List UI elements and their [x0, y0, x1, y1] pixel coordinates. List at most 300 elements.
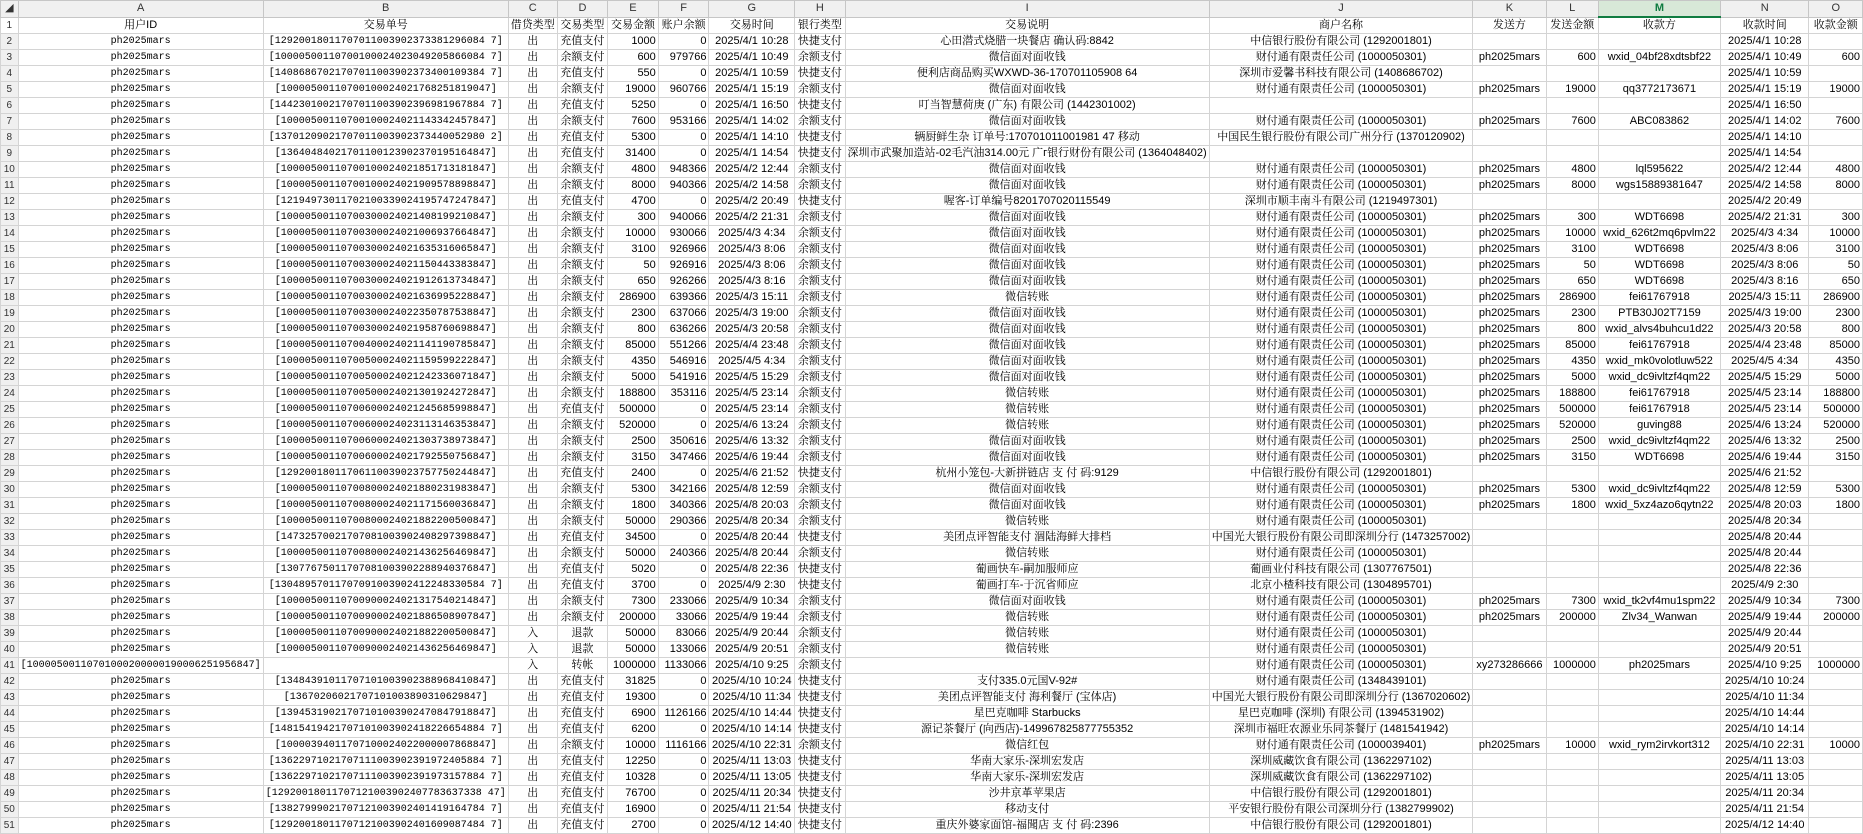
- cell-D17[interactable]: 余额支付: [557, 274, 607, 290]
- cell-E26[interactable]: 520000: [608, 418, 659, 434]
- cell-J9[interactable]: [1209, 146, 1473, 162]
- cell-G22[interactable]: 2025/4/5 4:34: [709, 354, 795, 370]
- cell-O15[interactable]: 3100: [1809, 242, 1863, 258]
- cell-I35[interactable]: 葡画快车-嗣加服师应: [845, 562, 1209, 578]
- cell-N17[interactable]: 2025/4/3 8:16: [1721, 274, 1809, 290]
- cell-O37[interactable]: 7300: [1809, 594, 1863, 610]
- cell-G21[interactable]: 2025/4/4 23:48: [709, 338, 795, 354]
- cell-A9[interactable]: ph2025mars: [18, 146, 263, 162]
- cell-K29[interactable]: [1473, 466, 1546, 482]
- cell-C31[interactable]: 出: [508, 498, 557, 514]
- cell-E37[interactable]: 7300: [608, 594, 659, 610]
- cell-H44[interactable]: 快捷支付: [795, 706, 845, 722]
- cell-L13[interactable]: 300: [1546, 210, 1598, 226]
- cell-D4[interactable]: 充值支付: [557, 66, 607, 82]
- cell-E31[interactable]: 1800: [608, 498, 659, 514]
- cell-A3[interactable]: ph2025mars: [18, 50, 263, 66]
- column-header-i[interactable]: I: [845, 1, 1209, 18]
- cell-D51[interactable]: 充值支付: [557, 818, 607, 834]
- row-number[interactable]: 40: [1, 642, 19, 658]
- cell-N24[interactable]: 2025/4/5 23:14: [1721, 386, 1809, 402]
- cell-N8[interactable]: 2025/4/1 14:10: [1721, 130, 1809, 146]
- cell-J44[interactable]: 星巴克咖啡 (深圳) 有限公司 (1394531902): [1209, 706, 1473, 722]
- cell-F6[interactable]: 0: [658, 98, 709, 114]
- cell-D49[interactable]: 充值支付: [557, 786, 607, 802]
- cell-D42[interactable]: 充值支付: [557, 674, 607, 690]
- cell-B50[interactable]: [13827999021707121003902401419164784 7]: [263, 802, 508, 818]
- cell-J36[interactable]: 北京小楂科技有限公司 (1304895701): [1209, 578, 1473, 594]
- cell-L3[interactable]: 600: [1546, 50, 1598, 66]
- cell-G17[interactable]: 2025/4/3 8:16: [709, 274, 795, 290]
- cell-A35[interactable]: ph2025mars: [18, 562, 263, 578]
- cell-H10[interactable]: 余额支付: [795, 162, 845, 178]
- cell-N6[interactable]: 2025/4/1 16:50: [1721, 98, 1809, 114]
- column-header-a[interactable]: A: [18, 1, 263, 18]
- cell-K10[interactable]: ph2025mars: [1473, 162, 1546, 178]
- cell-M40[interactable]: [1598, 642, 1720, 658]
- cell-D38[interactable]: 余额支付: [557, 610, 607, 626]
- table-row[interactable]: [1, 498, 1863, 514]
- cell-J38[interactable]: 财付通有限责任公司 (1000050301): [1209, 610, 1473, 626]
- table-row[interactable]: [1, 258, 1863, 274]
- cell-N23[interactable]: 2025/4/5 15:29: [1721, 370, 1809, 386]
- cell-A15[interactable]: ph2025mars: [18, 242, 263, 258]
- cell-I12[interactable]: 喔客-订单编号8201707020115549: [845, 194, 1209, 210]
- cell-G40[interactable]: 2025/4/9 20:51: [709, 642, 795, 658]
- cell-A50[interactable]: ph2025mars: [18, 802, 263, 818]
- cell-A16[interactable]: ph2025mars: [18, 258, 263, 274]
- cell-N7[interactable]: 2025/4/1 14:02: [1721, 114, 1809, 130]
- cell-J31[interactable]: 财付通有限责任公司 (1000050301): [1209, 498, 1473, 514]
- cell-B34[interactable]: [10000500110700800024021436256469847]: [263, 546, 508, 562]
- cell-I7[interactable]: 微信面对面收钱: [845, 114, 1209, 130]
- cell-H43[interactable]: 快捷支付: [795, 690, 845, 706]
- cell-B8[interactable]: [13701209021707011003902373440052980 2]: [263, 130, 508, 146]
- column-header-e[interactable]: E: [608, 1, 659, 18]
- cell-D8[interactable]: 充值支付: [557, 130, 607, 146]
- cell-D16[interactable]: 余额支付: [557, 258, 607, 274]
- cell-L47[interactable]: [1546, 754, 1598, 770]
- cell-M16[interactable]: WDT6698: [1598, 258, 1720, 274]
- cell-H34[interactable]: 余额支付: [795, 546, 845, 562]
- table-row[interactable]: [1, 242, 1863, 258]
- cell-G31[interactable]: 2025/4/8 20:03: [709, 498, 795, 514]
- cell-E14[interactable]: 10000: [608, 226, 659, 242]
- cell-O9[interactable]: [1809, 146, 1863, 162]
- cell-J15[interactable]: 财付通有限责任公司 (1000050301): [1209, 242, 1473, 258]
- cell-A42[interactable]: ph2025mars: [18, 674, 263, 690]
- cell-G35[interactable]: 2025/4/8 22:36: [709, 562, 795, 578]
- select-all-corner[interactable]: ◢: [1, 1, 19, 18]
- cell-A2[interactable]: ph2025mars: [18, 34, 263, 50]
- cell-I28[interactable]: 微信面对面收钱: [845, 450, 1209, 466]
- cell-A36[interactable]: ph2025mars: [18, 578, 263, 594]
- cell-D23[interactable]: 余额支付: [557, 370, 607, 386]
- cell-L39[interactable]: [1546, 626, 1598, 642]
- table-row[interactable]: [1, 226, 1863, 242]
- cell-G42[interactable]: 2025/4/10 10:24: [709, 674, 795, 690]
- cell-B45[interactable]: [14815419421707101003902418226654884 7]: [263, 722, 508, 738]
- cell-H45[interactable]: 快捷支付: [795, 722, 845, 738]
- cell-O36[interactable]: [1809, 578, 1863, 594]
- cell-F17[interactable]: 926266: [658, 274, 709, 290]
- cell-G18[interactable]: 2025/4/3 15:11: [709, 290, 795, 306]
- cell-K35[interactable]: [1473, 562, 1546, 578]
- cell-H13[interactable]: 余额支付: [795, 210, 845, 226]
- cell-E29[interactable]: 2400: [608, 466, 659, 482]
- row-number[interactable]: 37: [1, 594, 19, 610]
- cell-B39[interactable]: [10000500110700900024021882200500847]: [263, 626, 508, 642]
- cell-E2[interactable]: 1000: [608, 34, 659, 50]
- cell-D41[interactable]: 转帐: [557, 658, 607, 674]
- row-number[interactable]: 39: [1, 626, 19, 642]
- cell-L7[interactable]: 7600: [1546, 114, 1598, 130]
- table-row[interactable]: [1, 82, 1863, 98]
- cell-L31[interactable]: 1800: [1546, 498, 1598, 514]
- cell-D26[interactable]: 余额支付: [557, 418, 607, 434]
- cell-F40[interactable]: 133066: [658, 642, 709, 658]
- cell-M33[interactable]: [1598, 530, 1720, 546]
- row-number[interactable]: 31: [1, 498, 19, 514]
- cell-O46[interactable]: 10000: [1809, 738, 1863, 754]
- cell-H29[interactable]: 快捷支付: [795, 466, 845, 482]
- cell-L14[interactable]: 10000: [1546, 226, 1598, 242]
- cell-M45[interactable]: [1598, 722, 1720, 738]
- cell-C23[interactable]: 出: [508, 370, 557, 386]
- cell-G24[interactable]: 2025/4/5 23:14: [709, 386, 795, 402]
- cell-K8[interactable]: [1473, 130, 1546, 146]
- cell-H20[interactable]: 余额支付: [795, 322, 845, 338]
- cell-N51[interactable]: 2025/4/12 14:40: [1721, 818, 1809, 834]
- cell-I26[interactable]: 微信转账: [845, 418, 1209, 434]
- table-row[interactable]: [1, 322, 1863, 338]
- cell-G36[interactable]: 2025/4/9 2:30: [709, 578, 795, 594]
- cell-K40[interactable]: [1473, 642, 1546, 658]
- cell-L12[interactable]: [1546, 194, 1598, 210]
- cell-B44[interactable]: [13945319021707101003902470847918847]: [263, 706, 508, 722]
- row-number[interactable]: 35: [1, 562, 19, 578]
- cell-A23[interactable]: ph2025mars: [18, 370, 263, 386]
- cell-N18[interactable]: 2025/4/3 15:11: [1721, 290, 1809, 306]
- cell-O39[interactable]: [1809, 626, 1863, 642]
- cell-N21[interactable]: 2025/4/4 23:48: [1721, 338, 1809, 354]
- cell-G15[interactable]: 2025/4/3 8:06: [709, 242, 795, 258]
- cell-H50[interactable]: 快捷支付: [795, 802, 845, 818]
- cell-H16[interactable]: 余额支付: [795, 258, 845, 274]
- cell-O6[interactable]: [1809, 98, 1863, 114]
- cell-M27[interactable]: wxid_dc9ivltzf4qm22: [1598, 434, 1720, 450]
- cell-H6[interactable]: 快捷支付: [795, 98, 845, 114]
- table-row[interactable]: [1, 546, 1863, 562]
- cell-H41[interactable]: 余额支付: [795, 658, 845, 674]
- table-row[interactable]: [1, 274, 1863, 290]
- cell-N50[interactable]: 2025/4/11 21:54: [1721, 802, 1809, 818]
- cell-B42[interactable]: [13484391011707101003902388968410847]: [263, 674, 508, 690]
- cell-H24[interactable]: 余额支付: [795, 386, 845, 402]
- cell-E41[interactable]: 1000000: [608, 658, 659, 674]
- cell-F8[interactable]: 0: [658, 130, 709, 146]
- cell-N29[interactable]: 2025/4/6 21:52: [1721, 466, 1809, 482]
- cell-N31[interactable]: 2025/4/8 20:03: [1721, 498, 1809, 514]
- cell-K41[interactable]: xy273286666: [1473, 658, 1546, 674]
- cell-J6[interactable]: [1209, 98, 1473, 114]
- cell-L28[interactable]: 3150: [1546, 450, 1598, 466]
- cell-A47[interactable]: ph2025mars: [18, 754, 263, 770]
- table-row[interactable]: [1, 194, 1863, 210]
- table-row[interactable]: [1, 514, 1863, 530]
- cell-I46[interactable]: 微信红包: [845, 738, 1209, 754]
- cell-J19[interactable]: 财付通有限责任公司 (1000050301): [1209, 306, 1473, 322]
- table-row[interactable]: [1, 338, 1863, 354]
- cell-E40[interactable]: 50000: [608, 642, 659, 658]
- cell-N2[interactable]: 2025/4/1 10:28: [1721, 34, 1809, 50]
- cell-F38[interactable]: 33066: [658, 610, 709, 626]
- cell-F41[interactable]: 1133066: [658, 658, 709, 674]
- cell-F15[interactable]: 926966: [658, 242, 709, 258]
- cell-G7[interactable]: 2025/4/1 14:02: [709, 114, 795, 130]
- cell-J14[interactable]: 财付通有限责任公司 (1000050301): [1209, 226, 1473, 242]
- cell-D50[interactable]: 充值支付: [557, 802, 607, 818]
- cell-E7[interactable]: 7600: [608, 114, 659, 130]
- cell-D25[interactable]: 充值支付: [557, 402, 607, 418]
- row-number[interactable]: 41: [1, 658, 19, 674]
- cell-D12[interactable]: 充值支付: [557, 194, 607, 210]
- cell-K2[interactable]: [1473, 34, 1546, 50]
- cell-O38[interactable]: 200000: [1809, 610, 1863, 626]
- cell-C19[interactable]: 出: [508, 306, 557, 322]
- cell-K31[interactable]: ph2025mars: [1473, 498, 1546, 514]
- cell-K24[interactable]: ph2025mars: [1473, 386, 1546, 402]
- cell-A11[interactable]: ph2025mars: [18, 178, 263, 194]
- cell-C24[interactable]: 出: [508, 386, 557, 402]
- cell-O13[interactable]: 300: [1809, 210, 1863, 226]
- cell-G12[interactable]: 2025/4/2 20:49: [709, 194, 795, 210]
- row-number[interactable]: 24: [1, 386, 19, 402]
- cell-N25[interactable]: 2025/4/5 23:14: [1721, 402, 1809, 418]
- cell-D10[interactable]: 余额支付: [557, 162, 607, 178]
- cell-M21[interactable]: fei61767918: [1598, 338, 1720, 354]
- cell-D18[interactable]: 余额支付: [557, 290, 607, 306]
- cell-H23[interactable]: 余额支付: [795, 370, 845, 386]
- cell-N11[interactable]: 2025/4/2 14:58: [1721, 178, 1809, 194]
- cell-L16[interactable]: 50: [1546, 258, 1598, 274]
- cell-C26[interactable]: 出: [508, 418, 557, 434]
- cell-G38[interactable]: 2025/4/9 19:44: [709, 610, 795, 626]
- cell-M49[interactable]: [1598, 786, 1720, 802]
- cell-B41[interactable]: [263, 658, 508, 674]
- cell-B5[interactable]: [10000500110700100024021768251819047]: [263, 82, 508, 98]
- cell-A31[interactable]: ph2025mars: [18, 498, 263, 514]
- cell-G33[interactable]: 2025/4/8 20:44: [709, 530, 795, 546]
- cell-N14[interactable]: 2025/4/3 4:34: [1721, 226, 1809, 242]
- row-number[interactable]: 22: [1, 354, 19, 370]
- cell-A21[interactable]: ph2025mars: [18, 338, 263, 354]
- cell-E38[interactable]: 200000: [608, 610, 659, 626]
- row-number[interactable]: 2: [1, 34, 19, 50]
- cell-M42[interactable]: [1598, 674, 1720, 690]
- cell-B33[interactable]: [14732570021707081003902408297398847]: [263, 530, 508, 546]
- cell-L22[interactable]: 4350: [1546, 354, 1598, 370]
- cell-I5[interactable]: 微信面对面收钱: [845, 82, 1209, 98]
- cell-K15[interactable]: ph2025mars: [1473, 242, 1546, 258]
- cell-O30[interactable]: 5300: [1809, 482, 1863, 498]
- cell-I47[interactable]: 华南大家乐-深圳宏发店: [845, 754, 1209, 770]
- cell-L36[interactable]: [1546, 578, 1598, 594]
- cell-A19[interactable]: ph2025mars: [18, 306, 263, 322]
- cell-C50[interactable]: 出: [508, 802, 557, 818]
- cell-H28[interactable]: 余额支付: [795, 450, 845, 466]
- cell-F34[interactable]: 240366: [658, 546, 709, 562]
- cell-M23[interactable]: wxid_dc9ivltzf4qm22: [1598, 370, 1720, 386]
- cell-L33[interactable]: [1546, 530, 1598, 546]
- cell-K37[interactable]: ph2025mars: [1473, 594, 1546, 610]
- column-header-l[interactable]: L: [1546, 1, 1598, 18]
- cell-D35[interactable]: 充值支付: [557, 562, 607, 578]
- cell-H35[interactable]: 快捷支付: [795, 562, 845, 578]
- cell-K27[interactable]: ph2025mars: [1473, 434, 1546, 450]
- cell-I43[interactable]: 美团点评智能支付 海利餐厅 (宝体店): [845, 690, 1209, 706]
- cell-M41[interactable]: ph2025mars: [1598, 658, 1720, 674]
- cell-M24[interactable]: fei61767918: [1598, 386, 1720, 402]
- cell-E13[interactable]: 300: [608, 210, 659, 226]
- cell-J24[interactable]: 财付通有限责任公司 (1000050301): [1209, 386, 1473, 402]
- row-number[interactable]: 34: [1, 546, 19, 562]
- cell-B19[interactable]: [10000500110700300024022350787538847]: [263, 306, 508, 322]
- cell-L21[interactable]: 85000: [1546, 338, 1598, 354]
- column-header-f[interactable]: F: [658, 1, 709, 18]
- cell-E48[interactable]: 10328: [608, 770, 659, 786]
- cell-A41[interactable]: [10000500110701000200000190006251956847]: [18, 658, 263, 674]
- cell-G45[interactable]: 2025/4/10 14:14: [709, 722, 795, 738]
- cell-J37[interactable]: 财付通有限责任公司 (1000050301): [1209, 594, 1473, 610]
- table-row[interactable]: [1, 690, 1863, 706]
- cell-I30[interactable]: 微信面对面收钱: [845, 482, 1209, 498]
- cell-F35[interactable]: 0: [658, 562, 709, 578]
- cell-L6[interactable]: [1546, 98, 1598, 114]
- cell-F2[interactable]: 0: [658, 34, 709, 50]
- cell-N48[interactable]: 2025/4/11 13:05: [1721, 770, 1809, 786]
- cell-K23[interactable]: ph2025mars: [1473, 370, 1546, 386]
- cell-L19[interactable]: 2300: [1546, 306, 1598, 322]
- cell-O23[interactable]: 5000: [1809, 370, 1863, 386]
- cell-K48[interactable]: [1473, 770, 1546, 786]
- cell-D20[interactable]: 余额支付: [557, 322, 607, 338]
- cell-K5[interactable]: ph2025mars: [1473, 82, 1546, 98]
- table-row[interactable]: [1, 98, 1863, 114]
- cell-L41[interactable]: 1000000: [1546, 658, 1598, 674]
- cell-J35[interactable]: 葡画业付科技有限公司 (1307767501): [1209, 562, 1473, 578]
- cell-L17[interactable]: 650: [1546, 274, 1598, 290]
- cell-F49[interactable]: 0: [658, 786, 709, 802]
- cell-A40[interactable]: ph2025mars: [18, 642, 263, 658]
- cell-L40[interactable]: [1546, 642, 1598, 658]
- table-row[interactable]: [1, 66, 1863, 82]
- cell-K38[interactable]: ph2025mars: [1473, 610, 1546, 626]
- cell-C40[interactable]: 入: [508, 642, 557, 658]
- cell-B12[interactable]: [12194973011702100339024195747247847]: [263, 194, 508, 210]
- cell-B51[interactable]: [12920018011707121003902401609087484 7]: [263, 818, 508, 834]
- cell-O47[interactable]: [1809, 754, 1863, 770]
- row-number[interactable]: 32: [1, 514, 19, 530]
- cell-H30[interactable]: 余额支付: [795, 482, 845, 498]
- table-row[interactable]: [1, 562, 1863, 578]
- cell-K51[interactable]: [1473, 818, 1546, 834]
- row-number[interactable]: 11: [1, 178, 19, 194]
- cell-C36[interactable]: 出: [508, 578, 557, 594]
- cell-O50[interactable]: [1809, 802, 1863, 818]
- cell-G28[interactable]: 2025/4/6 19:44: [709, 450, 795, 466]
- cell-F24[interactable]: 353116: [658, 386, 709, 402]
- cell-B3[interactable]: [10000500110700100024023049205866084 7]: [263, 50, 508, 66]
- cell-E28[interactable]: 3150: [608, 450, 659, 466]
- cell-J27[interactable]: 财付通有限责任公司 (1000050301): [1209, 434, 1473, 450]
- cell-K34[interactable]: [1473, 546, 1546, 562]
- row-number[interactable]: 1: [1, 17, 19, 34]
- cell-A12[interactable]: ph2025mars: [18, 194, 263, 210]
- cell-O25[interactable]: 500000: [1809, 402, 1863, 418]
- cell-I2[interactable]: 心田潜式烧腊一块餐店 确认码:8842: [845, 34, 1209, 50]
- cell-N13[interactable]: 2025/4/2 21:31: [1721, 210, 1809, 226]
- row-number[interactable]: 38: [1, 610, 19, 626]
- cell-L51[interactable]: [1546, 818, 1598, 834]
- cell-M46[interactable]: wxid_rym2irvkort312: [1598, 738, 1720, 754]
- cell-E36[interactable]: 3700: [608, 578, 659, 594]
- cell-F10[interactable]: 948366: [658, 162, 709, 178]
- cell-L20[interactable]: 800: [1546, 322, 1598, 338]
- cell-G11[interactable]: 2025/4/2 14:58: [709, 178, 795, 194]
- cell-D27[interactable]: 余额支付: [557, 434, 607, 450]
- table-row[interactable]: [1, 418, 1863, 434]
- cell-E50[interactable]: 16900: [608, 802, 659, 818]
- cell-I24[interactable]: 微信转账: [845, 386, 1209, 402]
- cell-I49[interactable]: 沙井京革苹果店: [845, 786, 1209, 802]
- cell-A45[interactable]: ph2025mars: [18, 722, 263, 738]
- cell-N40[interactable]: 2025/4/9 20:51: [1721, 642, 1809, 658]
- cell-I23[interactable]: 微信面对面收钱: [845, 370, 1209, 386]
- cell-F29[interactable]: 0: [658, 466, 709, 482]
- cell-O17[interactable]: 650: [1809, 274, 1863, 290]
- cell-C46[interactable]: 出: [508, 738, 557, 754]
- table-row[interactable]: [1, 722, 1863, 738]
- cell-O33[interactable]: [1809, 530, 1863, 546]
- cell-C11[interactable]: 出: [508, 178, 557, 194]
- cell-H42[interactable]: 快捷支付: [795, 674, 845, 690]
- cell-N47[interactable]: 2025/4/11 13:03: [1721, 754, 1809, 770]
- cell-H40[interactable]: 余额支付: [795, 642, 845, 658]
- row-number[interactable]: 43: [1, 690, 19, 706]
- cell-O11[interactable]: 8000: [1809, 178, 1863, 194]
- cell-I14[interactable]: 微信面对面收钱: [845, 226, 1209, 242]
- cell-B13[interactable]: [10000500110700300024021408199210847]: [263, 210, 508, 226]
- cell-C17[interactable]: 出: [508, 274, 557, 290]
- cell-C32[interactable]: 出: [508, 514, 557, 530]
- cell-J47[interactable]: 深圳威藏饮食有限公司 (1362297102): [1209, 754, 1473, 770]
- table-row[interactable]: [1, 466, 1863, 482]
- cell-K46[interactable]: ph2025mars: [1473, 738, 1546, 754]
- cell-O19[interactable]: 2300: [1809, 306, 1863, 322]
- cell-N27[interactable]: 2025/4/6 13:32: [1721, 434, 1809, 450]
- cell-M32[interactable]: [1598, 514, 1720, 530]
- cell-B4[interactable]: [14086867021707011003902373400109384 7]: [263, 66, 508, 82]
- table-row[interactable]: [1, 114, 1863, 130]
- cell-I4[interactable]: 便利店商品购买WXWD-36-170701105908 64: [845, 66, 1209, 82]
- cell-G51[interactable]: 2025/4/12 14:40: [709, 818, 795, 834]
- cell-B43[interactable]: [13670206021707101003890310629847]: [263, 690, 508, 706]
- cell-B6[interactable]: [14423010021707011003902396981967884 7]: [263, 98, 508, 114]
- cell-G37[interactable]: 2025/4/9 10:34: [709, 594, 795, 610]
- cell-B31[interactable]: [10000500110700800024021171560036847]: [263, 498, 508, 514]
- cell-O31[interactable]: 1800: [1809, 498, 1863, 514]
